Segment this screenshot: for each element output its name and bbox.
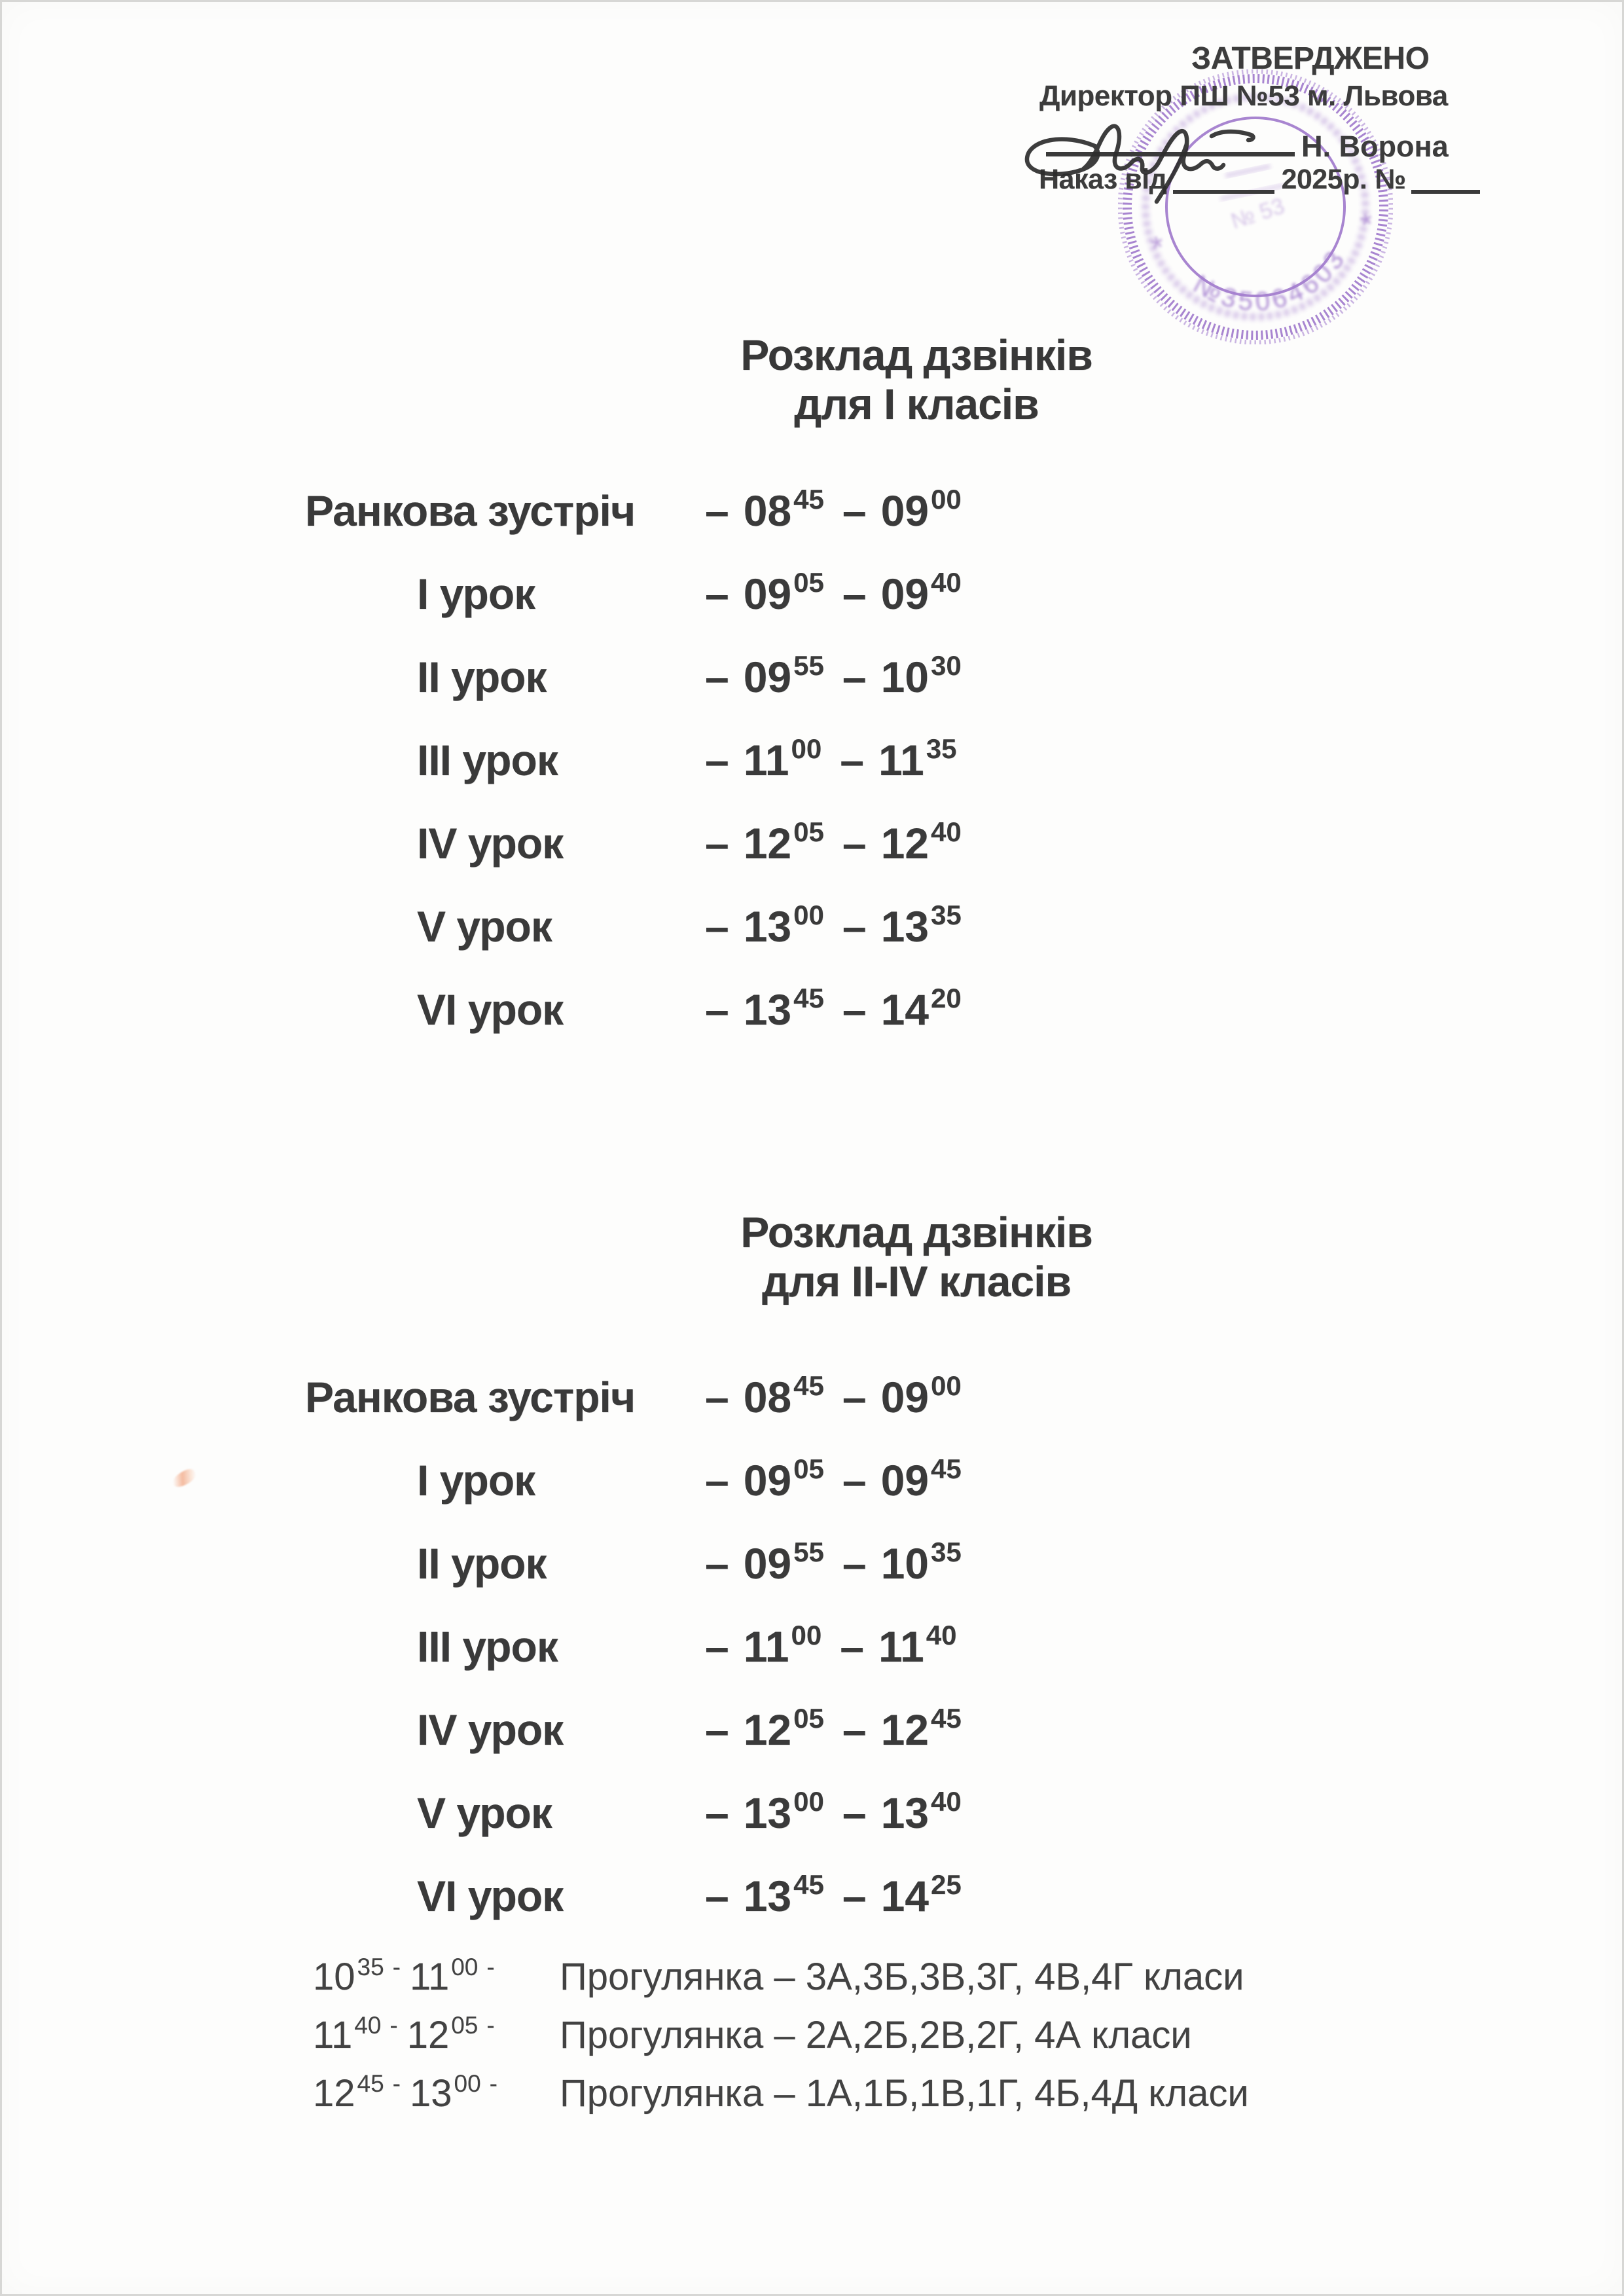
lesson-time-range (705, 1371, 962, 1429)
walk-description: Прогулянка – 3А,3Б,3В,3Г, 4В,4Г класи (560, 1956, 1244, 1998)
start-hour: 13 (743, 1872, 792, 1920)
start-hour: 11 (743, 736, 789, 784)
walk-start-minutes-superscript (354, 2003, 397, 2049)
end-minutes-superscript: 40 (926, 1620, 957, 1650)
walk-start-minutes-superscript (357, 1944, 401, 1990)
lesson-time-range (705, 1870, 962, 1928)
walk-start-minutes: 40 (354, 2012, 382, 2039)
end-hour: 11 (878, 736, 924, 784)
walk-start-hour: 11 (313, 2014, 353, 2056)
stamp-center-text: № 53 (1227, 193, 1288, 234)
en-dash: – (705, 1456, 729, 1504)
schedule-2-title-line2: для II-IV класів (761, 1257, 1072, 1305)
schedule-1 (305, 484, 1418, 1066)
end-minutes-superscript: 40 (931, 1786, 962, 1817)
end-hour: 13 (880, 902, 929, 951)
walk-end-minutes: 00 (451, 1954, 478, 1980)
lesson-time-range (705, 734, 956, 792)
en-dash: – (705, 819, 729, 867)
signature-scribble-icon (1018, 106, 1345, 227)
walk-end-hour: 13 (410, 2072, 452, 2115)
en-dash: – (842, 1539, 867, 1588)
en-dash: – (705, 570, 729, 618)
end-hour: 14 (880, 985, 929, 1034)
end-minutes-superscript: 45 (931, 1703, 962, 1734)
lesson-row (305, 1371, 1418, 1454)
lesson-row (305, 817, 1418, 900)
lesson-time-range (705, 568, 962, 626)
start-hour: 13 (743, 1789, 792, 1837)
start-hour: 13 (743, 985, 792, 1034)
en-dash: – (842, 653, 867, 701)
lesson-label: III урок (417, 736, 558, 784)
en-dash: – (705, 1539, 729, 1588)
start-minutes-superscript: 00 (791, 733, 822, 764)
lesson-label: Ранкова зустріч (305, 1373, 636, 1421)
lesson-time-range (705, 983, 962, 1042)
lesson-label: IV урок (417, 819, 564, 867)
lesson-time-range (705, 1454, 962, 1512)
lesson-row (305, 900, 1418, 983)
lesson-label: III урок (417, 1622, 558, 1671)
walk-start-hour: 12 (313, 2072, 355, 2115)
order-number-blank (1411, 168, 1480, 194)
start-hour: 13 (743, 902, 792, 951)
end-hour: 11 (878, 1622, 924, 1671)
schedule-1-title-line2: для I класів (794, 380, 1039, 428)
hyphen: - (486, 2012, 495, 2039)
en-dash: – (842, 1705, 867, 1754)
en-dash: – (842, 902, 867, 951)
start-hour: 12 (743, 819, 792, 867)
lesson-row (305, 1537, 1418, 1620)
lesson-time-range (705, 484, 962, 543)
hyphen: - (486, 1954, 495, 1980)
end-hour: 09 (880, 486, 929, 535)
lesson-row (305, 651, 1418, 734)
end-minutes-superscript: 40 (931, 816, 962, 847)
start-hour: 12 (743, 1705, 792, 1754)
end-minutes-superscript: 45 (931, 1453, 962, 1484)
start-hour: 09 (743, 570, 792, 618)
en-dash: – (705, 1789, 729, 1837)
en-dash: – (840, 736, 864, 784)
start-minutes-superscript: 55 (793, 1537, 824, 1567)
end-hour: 09 (880, 570, 929, 618)
end-hour: 12 (880, 1705, 929, 1754)
walk-end-minutes-superscript (451, 1944, 494, 1990)
en-dash: – (705, 653, 729, 701)
en-dash: – (842, 1872, 867, 1920)
walk-time-range (313, 2071, 560, 2121)
walk-start-hour: 10 (313, 1956, 355, 1998)
schedule-2 (305, 1371, 1418, 1953)
lesson-time-range (705, 1537, 962, 1595)
walk-start-minutes-superscript (357, 2061, 401, 2107)
end-minutes-superscript: 35 (931, 1537, 962, 1567)
start-minutes-superscript: 45 (793, 1370, 824, 1401)
schedule-2-title (288, 1208, 1545, 1306)
walk-description: Прогулянка – 1А,1Б,1В,1Г, 4Б,4Д класи (560, 2072, 1249, 2115)
end-minutes-superscript: 00 (931, 1370, 962, 1401)
start-hour: 09 (743, 653, 792, 701)
start-minutes-superscript: 05 (793, 1703, 824, 1734)
start-hour: 09 (743, 1539, 792, 1588)
end-minutes-superscript: 35 (926, 733, 957, 764)
lesson-label: VI урок (417, 1872, 564, 1920)
lesson-row (305, 734, 1418, 817)
en-dash: – (842, 819, 867, 867)
start-hour: 11 (743, 1622, 789, 1671)
lesson-time-range (705, 1704, 962, 1762)
walk-time-range (313, 2013, 560, 2063)
lesson-time-range (705, 1787, 962, 1845)
end-minutes-superscript: 25 (931, 1869, 962, 1900)
start-hour: 08 (743, 486, 792, 535)
stamp-number: №35064603 (1188, 243, 1352, 317)
lesson-time-range (705, 900, 962, 958)
lesson-label: V урок (417, 1789, 552, 1837)
end-hour: 14 (880, 1872, 929, 1920)
en-dash: – (705, 1872, 729, 1920)
lesson-label: VI урок (417, 985, 564, 1034)
order-prefix: Наказ від (1039, 164, 1167, 195)
end-minutes-superscript: 40 (931, 567, 962, 598)
lesson-row (305, 1620, 1418, 1704)
lesson-label: I урок (417, 1456, 535, 1504)
pink-mark (170, 1467, 198, 1489)
lesson-row (305, 1870, 1418, 1953)
director-line: Директор ПШ №53 м. Львова (1039, 80, 1448, 112)
stamp-asterisk-right: * (1358, 206, 1377, 244)
lesson-label: II урок (417, 1539, 547, 1588)
walk-row (313, 2013, 1249, 2071)
walk-end-minutes: 00 (454, 2070, 481, 2097)
en-dash: – (705, 985, 729, 1034)
walk-end-minutes-superscript (454, 2061, 497, 2107)
lesson-label: Ранкова зустріч (305, 486, 636, 535)
hyphen: - (489, 2070, 497, 2097)
end-minutes-superscript: 30 (931, 650, 962, 681)
end-hour: 09 (880, 1373, 929, 1421)
walks-block (313, 1954, 1249, 2129)
en-dash: – (840, 1622, 864, 1671)
lesson-label: II урок (417, 653, 547, 701)
order-year: 2025р. (1281, 164, 1367, 195)
walk-end-hour: 11 (410, 1956, 450, 1998)
schedule-1-title-line1: Розклад дзвінків (740, 331, 1092, 379)
end-minutes-superscript: 20 (931, 983, 962, 1013)
lesson-row (305, 484, 1418, 568)
en-dash: – (705, 1622, 729, 1671)
en-dash: – (842, 985, 867, 1034)
en-dash: – (705, 486, 729, 535)
lesson-time-range (705, 1620, 956, 1679)
hyphen: - (389, 2012, 398, 2039)
end-hour: 09 (880, 1456, 929, 1504)
lesson-label: I урок (417, 570, 535, 618)
walk-row (313, 2071, 1249, 2129)
walk-start-minutes: 45 (357, 2070, 384, 2097)
walk-end-minutes: 05 (451, 2012, 478, 2039)
walk-description: Прогулянка – 2А,2Б,2В,2Г, 4А класи (560, 2014, 1192, 2056)
signatory-name: Н. Ворона (1301, 130, 1449, 163)
order-number-sign: № (1375, 164, 1406, 195)
hyphen: - (392, 2070, 401, 2097)
lesson-label: IV урок (417, 1705, 564, 1754)
lesson-row (305, 1454, 1418, 1537)
walk-start-minutes: 35 (357, 1954, 384, 1980)
lesson-row (305, 568, 1418, 651)
lesson-time-range (705, 651, 962, 709)
end-hour: 10 (880, 1539, 929, 1588)
en-dash: – (842, 1789, 867, 1837)
start-minutes-superscript: 45 (793, 983, 824, 1013)
end-hour: 13 (880, 1789, 929, 1837)
en-dash: – (842, 1373, 867, 1421)
end-hour: 10 (880, 653, 929, 701)
lesson-row (305, 1704, 1418, 1787)
en-dash: – (842, 570, 867, 618)
schedule-2-title-line1: Розклад дзвінків (740, 1208, 1092, 1256)
end-minutes-superscript: 00 (931, 484, 962, 515)
walk-time-range (313, 1954, 560, 2005)
walk-end-minutes-superscript (451, 2003, 494, 2049)
en-dash: – (842, 1456, 867, 1504)
hyphen: - (392, 1954, 401, 1980)
start-hour: 08 (743, 1373, 792, 1421)
en-dash: – (705, 1705, 729, 1754)
lesson-row (305, 1787, 1418, 1870)
lesson-label: V урок (417, 902, 552, 951)
end-hour: 12 (880, 819, 929, 867)
start-minutes-superscript: 05 (793, 816, 824, 847)
start-minutes-superscript: 45 (793, 484, 824, 515)
walk-end-hour: 12 (406, 2014, 450, 2056)
start-minutes-superscript: 05 (793, 567, 824, 598)
start-minutes-superscript: 00 (791, 1620, 822, 1650)
start-minutes-superscript: 00 (793, 1786, 824, 1817)
lesson-row (305, 983, 1418, 1066)
start-minutes-superscript: 00 (793, 900, 824, 930)
en-dash: – (705, 1373, 729, 1421)
en-dash: – (705, 902, 729, 951)
end-minutes-superscript: 35 (931, 900, 962, 930)
start-hour: 09 (743, 1456, 792, 1504)
start-minutes-superscript: 45 (793, 1869, 824, 1900)
en-dash: – (842, 486, 867, 535)
en-dash: – (705, 736, 729, 784)
schedule-1-title (288, 331, 1545, 429)
stamp-asterisk-left: * (1148, 229, 1168, 266)
approved-label: ЗАТВЕРДЖЕНО (1191, 41, 1430, 76)
lesson-time-range (705, 817, 962, 875)
start-minutes-superscript: 05 (793, 1453, 824, 1484)
start-minutes-superscript: 55 (793, 650, 824, 681)
